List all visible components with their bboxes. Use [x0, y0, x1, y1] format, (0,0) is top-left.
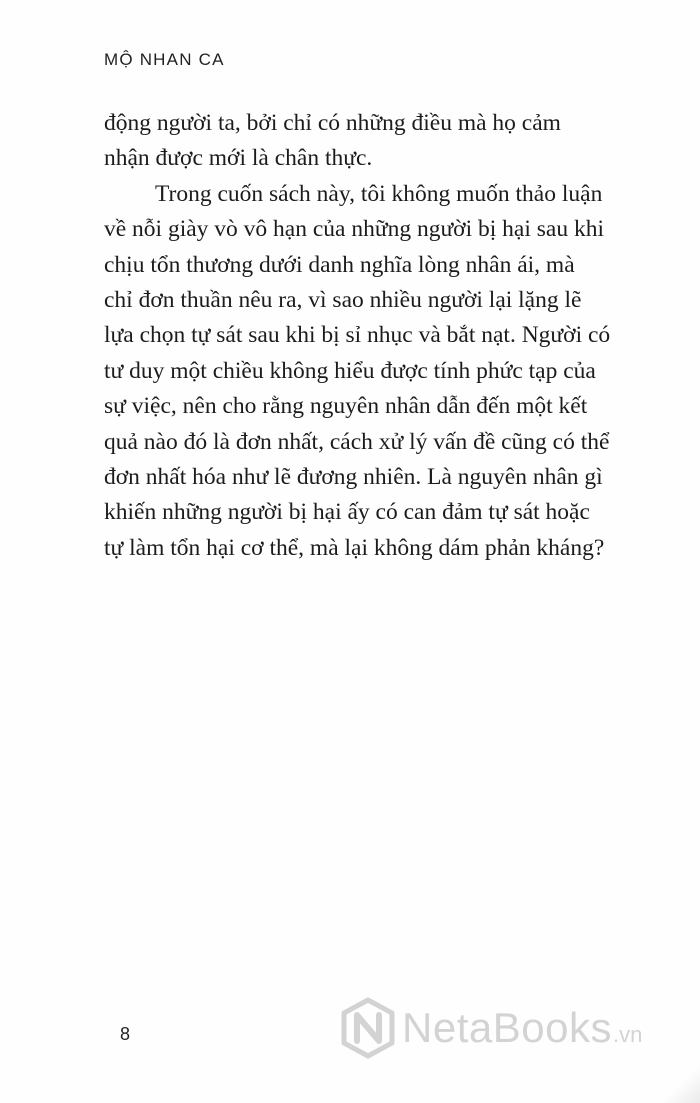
text-line: khiến những người bị hại ấy có can đảm tự sát hoặc: [104, 499, 590, 526]
page-edge-shadow: [660, 1043, 700, 1103]
netabooks-logo-icon: [340, 997, 396, 1059]
text-line: tư duy một chiều không hiểu được tính phức tạp của: [104, 357, 596, 384]
running-header: MỘ NHAN CA: [104, 50, 225, 69]
page-number: 8: [120, 1024, 131, 1044]
text-line: chịu tổn thương dưới danh nghĩa lòng nhân ái, mà: [104, 251, 575, 278]
text-line: lựa chọn tự sát sau khi bị sỉ nhục và bắt nạt. Người có: [104, 322, 611, 349]
text-line: chỉ đơn thuần nêu ra, vì sao nhiều người lại lặng lẽ: [104, 286, 582, 313]
watermark-suffix: .vn: [612, 1022, 643, 1047]
text-line: động người ta, bởi chỉ có những điều mà họ cảm: [104, 110, 561, 136]
text-line: đơn nhất hóa như lẽ đương nhiên. Là nguyên nhân gì: [104, 463, 603, 490]
body-text: [104, 106, 664, 566]
watermark-brand: NetaBooks: [402, 1004, 612, 1051]
watermark: [340, 996, 642, 1060]
paragraph-first-line: Trong cuốn sách này, tôi không muốn thảo luận: [155, 180, 603, 207]
text-line: tự làm tổn hại cơ thể, mà lại không dám phản kháng?: [104, 534, 605, 561]
text-line: nhận được mới là chân thực.: [104, 145, 373, 172]
text-line: quả nào đó là đơn nhất, cách xử lý vấn đề cũng có thể: [104, 428, 610, 455]
text-line: sự việc, nên cho rằng nguyên nhân dẫn đến một kết: [104, 393, 588, 420]
text-line: về nỗi giày vò vô hạn của những người bị hại sau khi: [104, 216, 604, 243]
